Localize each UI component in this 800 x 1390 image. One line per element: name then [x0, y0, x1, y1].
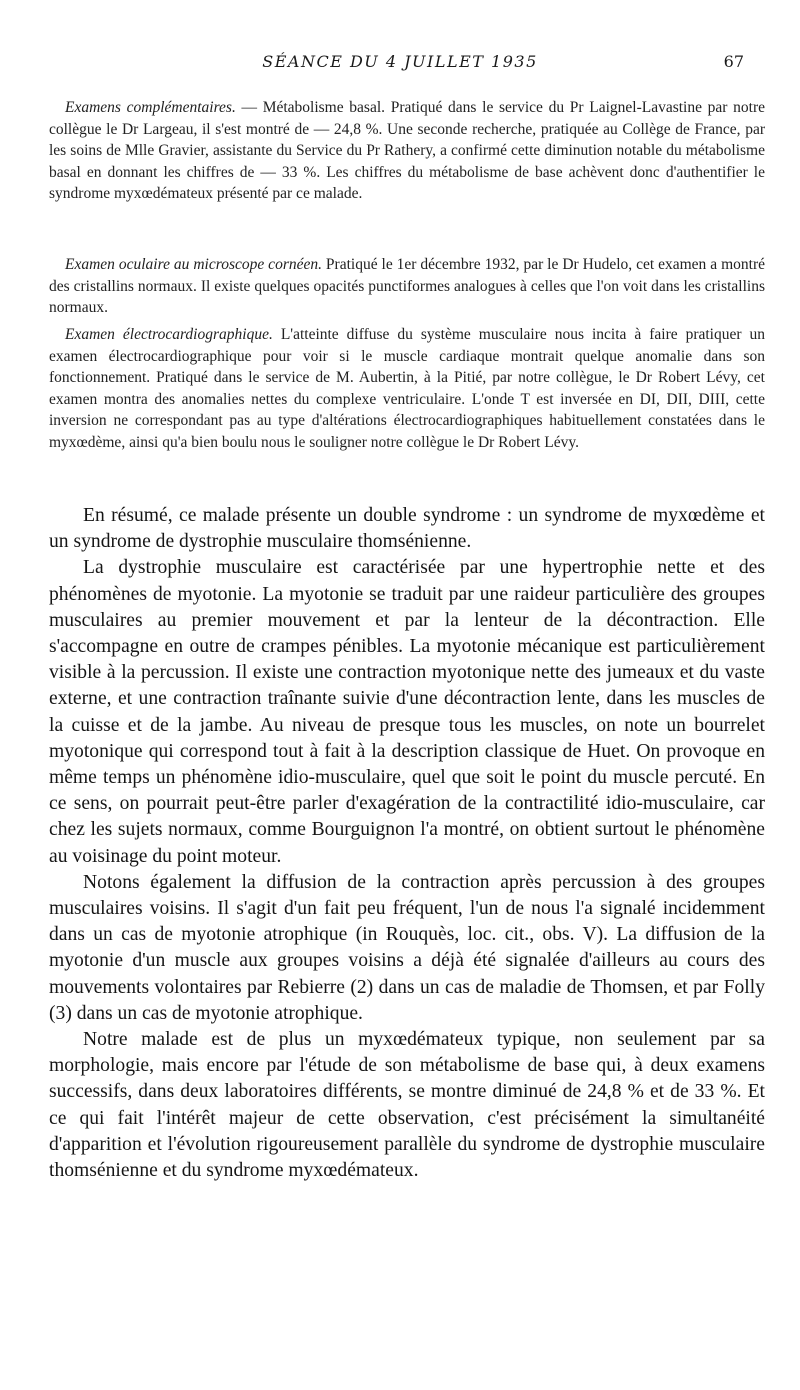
- summary-paragraph: Notons également la diffusion de la contraction après percussion à des groupes musculaires voisins. Il s'agit d'un fait peu fréquent, l'un de nous l'a signalé incidemment dans un cas de myotonie atrophique (in Rouquès, loc. cit., obs. V). La diffusion de la myotonie d'un muscle aux groupes voisins a déjà été signalée d'ailleurs au cours des mouvements volontaires par Rebierre (2) dans un cas de maladie de Thomsen, et par Folly (3) dans un cas de myotonie atrophique.: [49, 871, 765, 1024]
- metabolism-exam-paragraph: [49, 97, 765, 205]
- ecg-exam-text: L'atteinte diffuse du système musculaire nous incita à faire pratiquer un examen électrocardiographique pour voir si le muscle cardiaque montrait quelque anomalie dans son fonctionnement. Pratiqué dans le service de M. Aubertin, à la Pitié, par notre collègue, le Dr Robert Lévy, cet examen montra des anomalies nettes du complexe ventriculaire. L'onde T est inversée en DI, DII, DIII, cette inversion ne correspondant pas au type d'altérations électrocardiographiques habituellement constatées dans le myxœdème, ainsi qu'a bien boulu nous le souligner notre collègue le Dr Robert Lévy.: [49, 326, 765, 451]
- metabolism-exam-title: Examens complémentaires.: [65, 99, 236, 116]
- ocular-exam-title: Examen oculaire au microscope cornéen.: [65, 256, 322, 273]
- ecg-exam-paragraph: [49, 324, 765, 453]
- metabolism-exam-text: — Métabolisme basal. Pratiqué dans le service du Pr Laignel-Lavastine par notre collègue le Dr Largeau, il s'est montré de — 24,8 %. Une seconde recherche, pratiquée au Collège de France, par les soins de Mlle Gravier, assistante du Service du Pr Rathery, a confirmé cette diminution notable du métabolisme basal en donnant les chiffres de — 33 %. Les chiffres du métabolisme de base achèvent donc d'authentifier le syndrome myxœdémateux présenté par ce malade.: [49, 99, 765, 202]
- summary-paragraph: En résumé, ce malade présente un double syndrome : un syndrome de myxœdème et un syndrome de dystrophie musculaire thomsénienne.: [49, 505, 765, 553]
- summary-section: [49, 503, 765, 1184]
- ocular-exam-paragraph: [49, 254, 765, 319]
- summary-paragraph: La dystrophie musculaire est caractérisée par une hypertrophie nette et des phénomènes de myotonie. La myotonie se traduit par une raideur particulière des groupes musculaires au premier mouvement et par la lenteur de la décontraction. Elle s'accompagne en outre de crampes pénibles. La myotonie mécanique est particulièrement visible à la percussion. Il existe une contraction myotonique nette des jumeaux et du vaste externe, et une contraction traînante suivie d'une décontraction lente, dans les muscles de la cuisse et de la jambe. Au niveau de presque tous les muscles, on note un bourrelet myotonique qui correspond tout à fait à la description classique de Huet. On provoque en même temps un phénomène idio-musculaire, quel que soit le point du muscle percuté. En ce sens, on pourrait peut-être parler d'exagération de la contractilité idio-musculaire, car chez les sujets normaux, comme Bourguignon l'a montré, on obtient surtout le phénomène au voisinage du point moteur.: [49, 557, 765, 867]
- ecg-exam-title: Examen électrocardiographique.: [65, 326, 273, 343]
- running-title: SÉANCE DU 4 JUILLET 1935: [262, 52, 538, 71]
- summary-paragraph: Notre malade est de plus un myxœdémateux typique, non seulement par sa morphologie, mais encore par l'étude de son métabolisme de base qui, à deux examens successifs, dans deux laboratoires différents, se montre diminué de 24,8 % et de 33 %. Et ce qui fait l'intérêt majeur de cette observation, c'est précisément la simultanéité d'apparition et l'évolution rigoureusement parallèle du syndrome de dystrophie musculaire thomsénienne et du syndrome myxœdémateux.: [49, 1029, 765, 1182]
- ocular-exam-text: Pratiqué le 1er décembre 1932, par le Dr Hudelo, cet examen a montré des cristallins normaux. Il existe quelques opacités punctiformes analogues à celles que l'on voit dans les cristallins normaux.: [49, 256, 765, 316]
- page-header: [0, 52, 800, 82]
- page-number: 67: [723, 52, 744, 71]
